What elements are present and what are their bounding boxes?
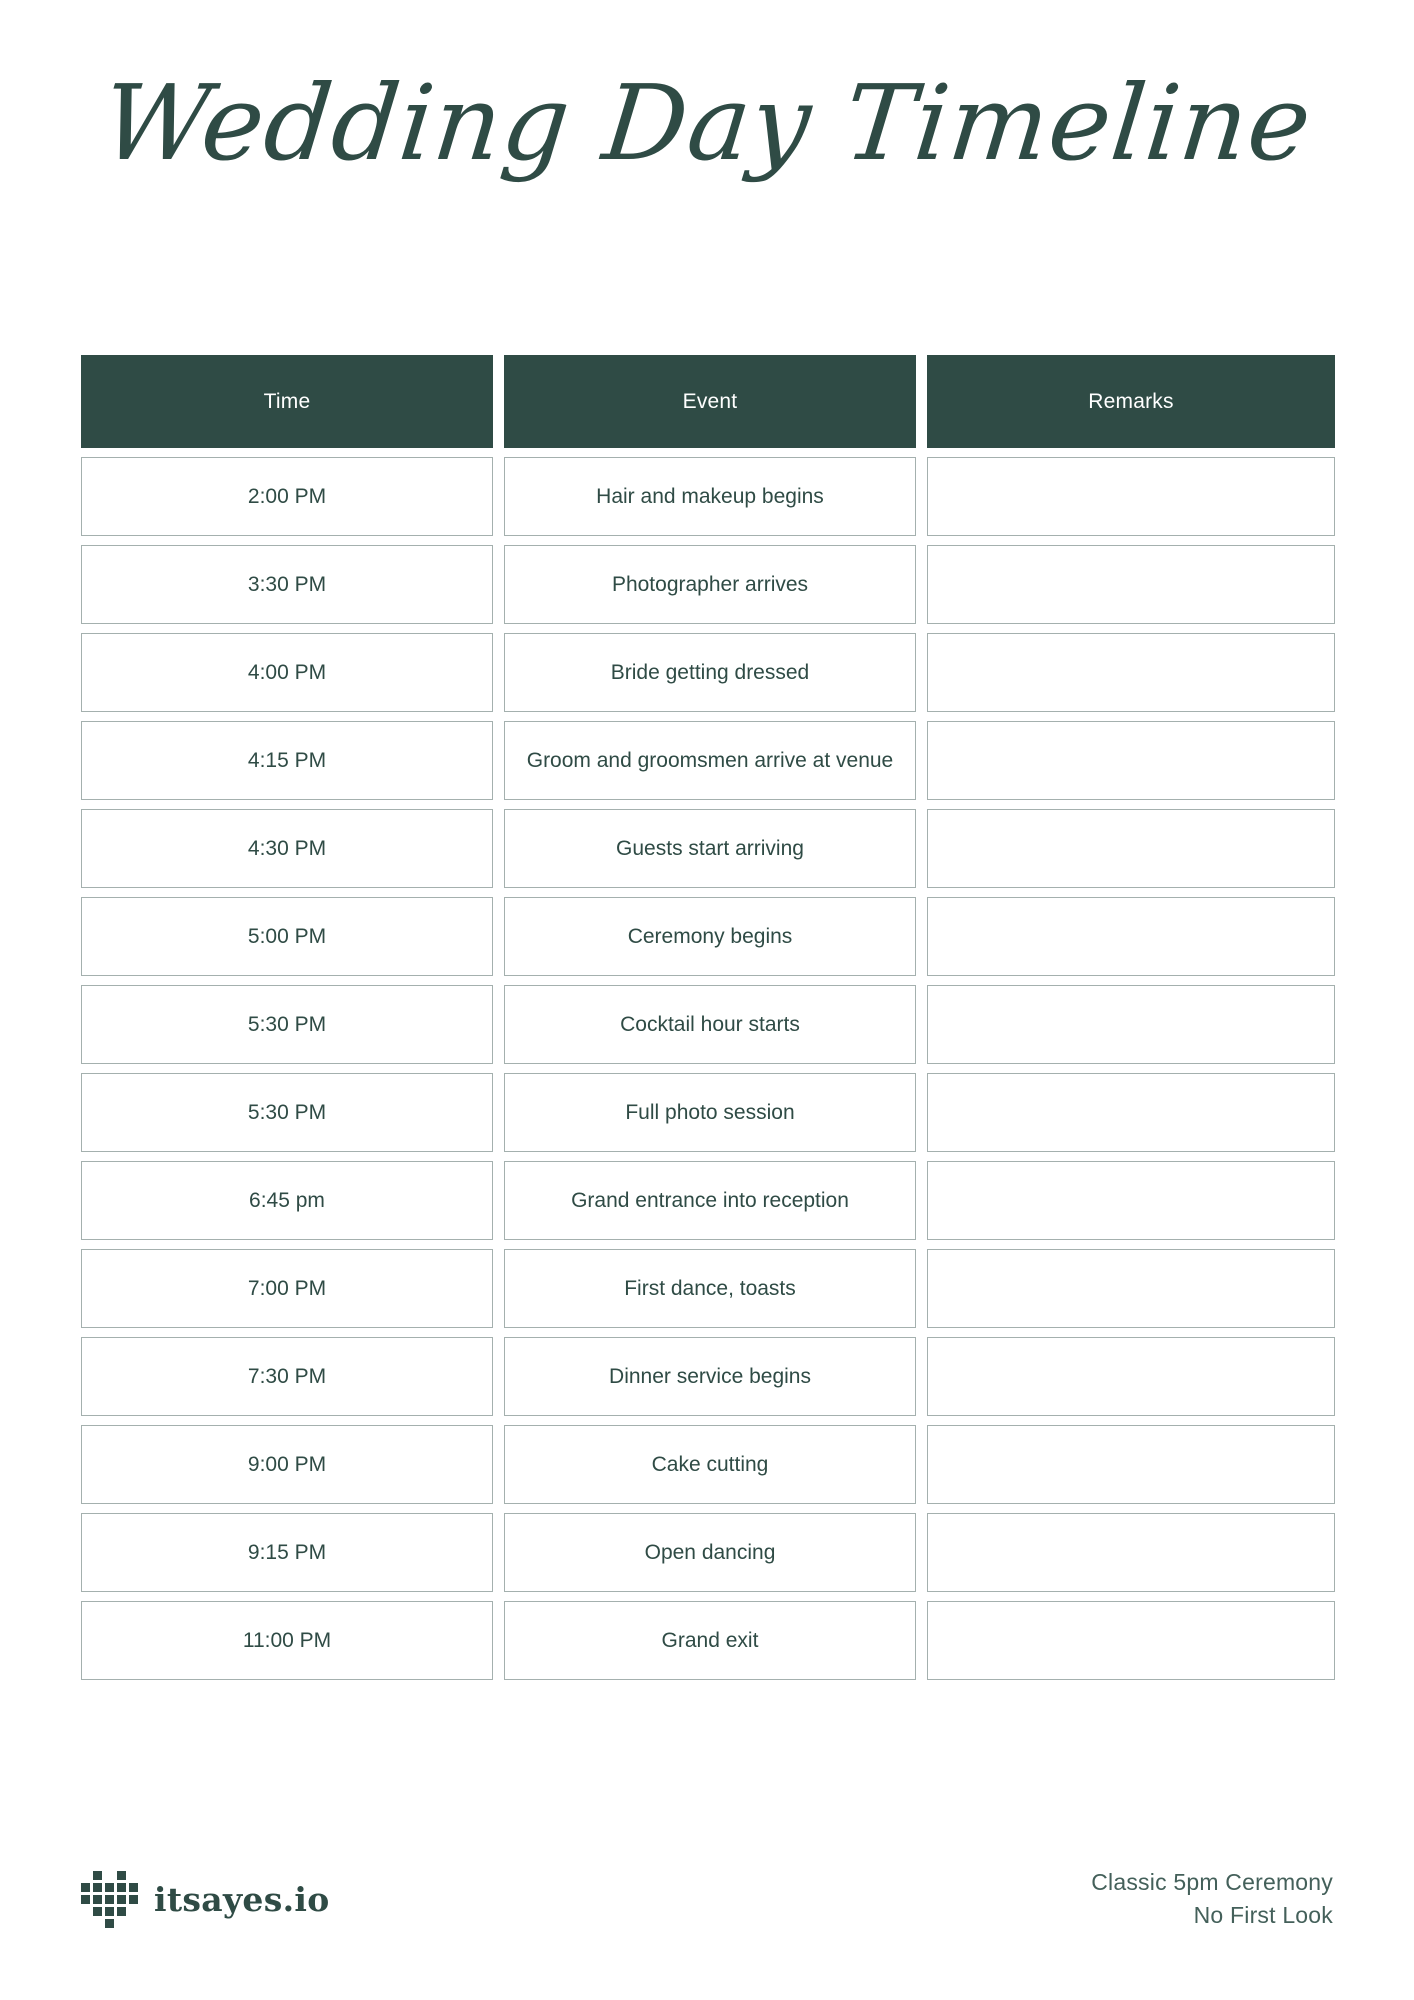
cell-event: Grand entrance into reception — [504, 1161, 916, 1240]
footer — [81, 1856, 1333, 1942]
table-row — [81, 1513, 1335, 1592]
cell-event: Dinner service begins — [504, 1337, 916, 1416]
footer-note-line-2: No First Look — [1193, 1902, 1333, 1928]
footer-note — [1091, 1866, 1333, 1931]
cell-event: Cocktail hour starts — [504, 985, 916, 1064]
table-row — [81, 1425, 1335, 1504]
cell-time: 2:00 PM — [81, 457, 493, 536]
cell-time: 9:00 PM — [81, 1425, 493, 1504]
cell-time: 9:15 PM — [81, 1513, 493, 1592]
cell-event: Grand exit — [504, 1601, 916, 1680]
table-row — [81, 897, 1335, 976]
cell-remarks[interactable] — [927, 1337, 1335, 1416]
cell-remarks[interactable] — [927, 1161, 1335, 1240]
cell-time: 5:30 PM — [81, 985, 493, 1064]
cell-time: 4:30 PM — [81, 809, 493, 888]
cell-remarks[interactable] — [927, 1513, 1335, 1592]
cell-event: Bride getting dressed — [504, 633, 916, 712]
table-row — [81, 633, 1335, 712]
cell-event: Groom and groomsmen arrive at venue — [504, 721, 916, 800]
cell-time: 3:30 PM — [81, 545, 493, 624]
pixel-heart-icon — [81, 1871, 138, 1928]
table-header-row — [81, 355, 1335, 448]
cell-time: 5:00 PM — [81, 897, 493, 976]
cell-remarks[interactable] — [927, 1601, 1335, 1680]
cell-event: Ceremony begins — [504, 897, 916, 976]
column-header-remarks: Remarks — [927, 355, 1335, 448]
cell-event: Hair and makeup begins — [504, 457, 916, 536]
cell-time: 7:00 PM — [81, 1249, 493, 1328]
table-body — [81, 457, 1335, 1680]
cell-remarks[interactable] — [927, 897, 1335, 976]
table-row — [81, 1337, 1335, 1416]
column-header-time: Time — [81, 355, 493, 448]
cell-time: 4:15 PM — [81, 721, 493, 800]
cell-event: Cake cutting — [504, 1425, 916, 1504]
cell-time: 11:00 PM — [81, 1601, 493, 1680]
page-title-container — [0, 62, 1414, 185]
cell-time: 7:30 PM — [81, 1337, 493, 1416]
column-header-event: Event — [504, 355, 916, 448]
cell-remarks[interactable] — [927, 1073, 1335, 1152]
table-row — [81, 545, 1335, 624]
cell-remarks[interactable] — [927, 545, 1335, 624]
cell-event: Open dancing — [504, 1513, 916, 1592]
table-row — [81, 721, 1335, 800]
brand-name: itsayes.io — [154, 1879, 330, 1919]
cell-event: Full photo session — [504, 1073, 916, 1152]
cell-event: First dance, toasts — [504, 1249, 916, 1328]
table-row — [81, 985, 1335, 1064]
cell-remarks[interactable] — [927, 985, 1335, 1064]
table-row — [81, 1073, 1335, 1152]
cell-event: Guests start arriving — [504, 809, 916, 888]
cell-remarks[interactable] — [927, 1249, 1335, 1328]
table-row — [81, 1249, 1335, 1328]
cell-remarks[interactable] — [927, 809, 1335, 888]
cell-time: 4:00 PM — [81, 633, 493, 712]
table-row — [81, 809, 1335, 888]
table-row — [81, 1161, 1335, 1240]
cell-event: Photographer arrives — [504, 545, 916, 624]
brand[interactable] — [81, 1871, 330, 1928]
footer-note-line-1: Classic 5pm Ceremony — [1091, 1869, 1333, 1896]
cell-remarks[interactable] — [927, 633, 1335, 712]
cell-time: 6:45 pm — [81, 1161, 493, 1240]
timeline-table — [81, 355, 1335, 1689]
cell-remarks[interactable] — [927, 721, 1335, 800]
cell-time: 5:30 PM — [81, 1073, 493, 1152]
cell-remarks[interactable] — [927, 1425, 1335, 1504]
table-row — [81, 457, 1335, 536]
cell-remarks[interactable] — [927, 457, 1335, 536]
table-row — [81, 1601, 1335, 1680]
page-title: Wedding Day Timeline — [96, 62, 1318, 184]
